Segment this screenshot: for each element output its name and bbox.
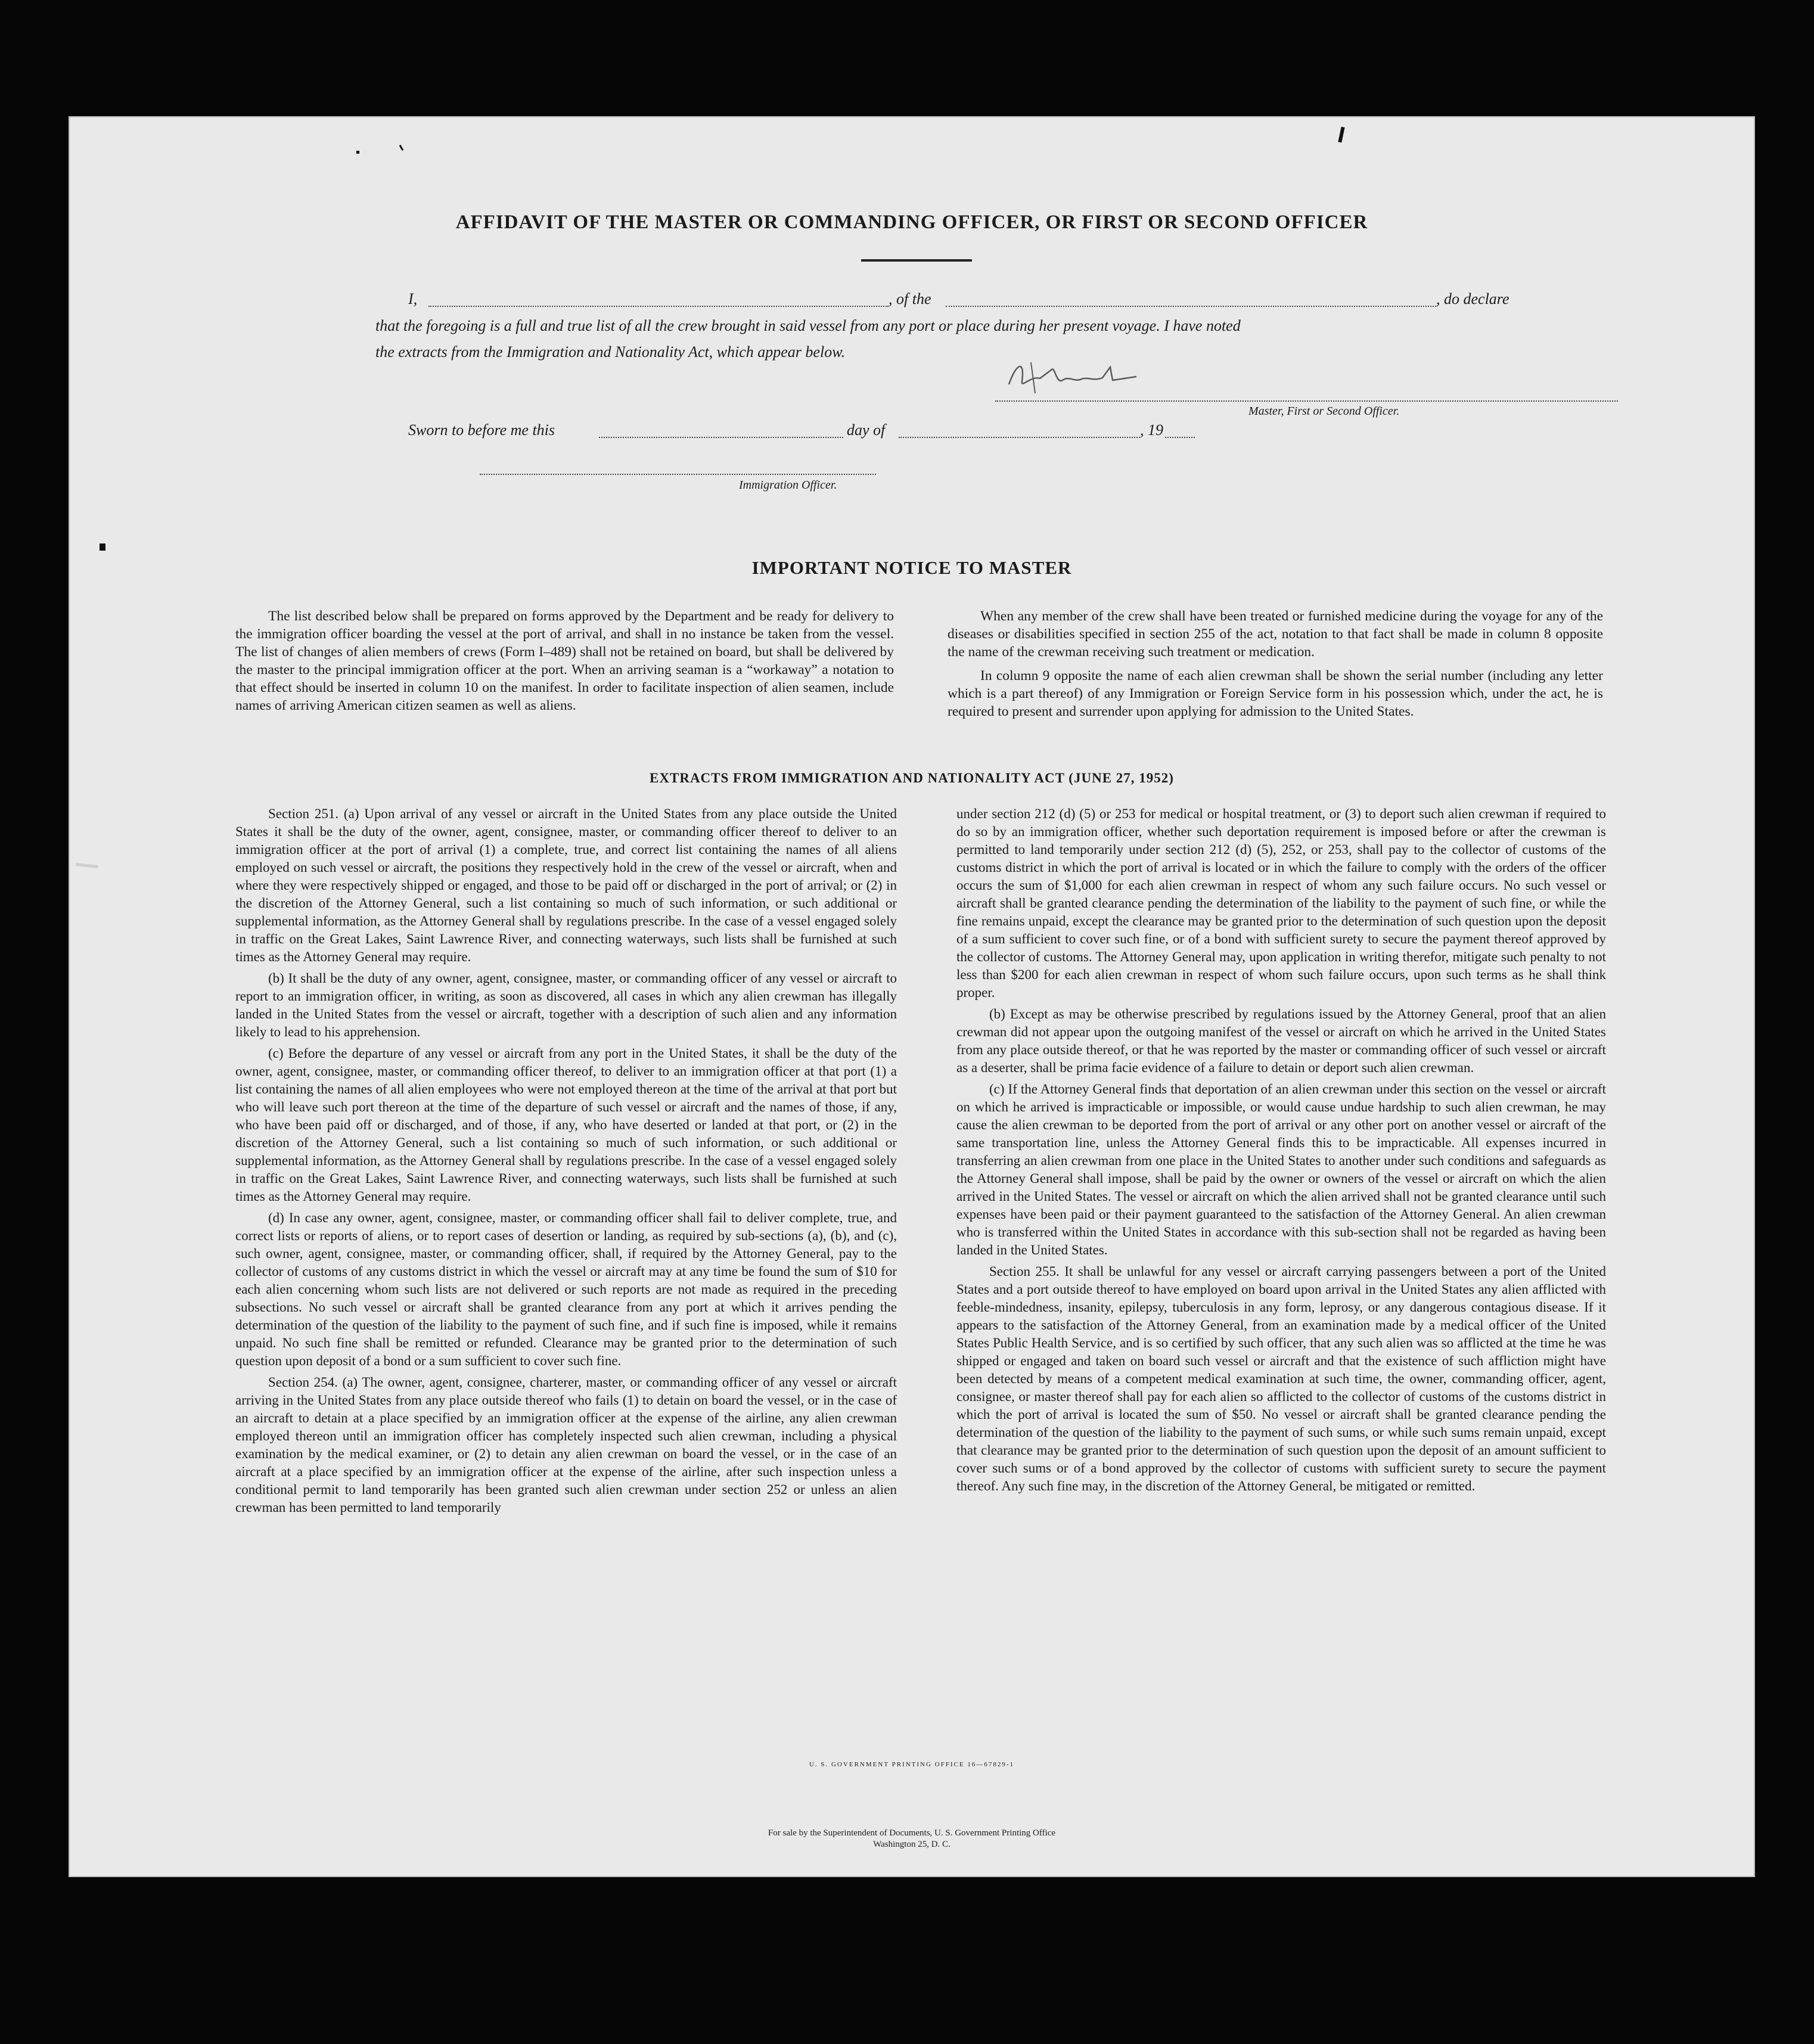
declaration-line: the extracts from the Immigration and Nationality Act, which appear below.: [375, 343, 846, 361]
act-section-paragraph: (b) Except as may be otherwise prescribed by regulations issued by the Attorney General, proof that an alien crewman did not appear upon the outgoing manifest of the vessel or aircraft on which he arrived in the United States from any place outside thereof, or that he was reported by the master or commanding officer of such vessel or aircraft as a deserter, shall be prima facie evidence of a failure to detain or deport such alien crewman.: [956, 1007, 1606, 1075]
printer-imprint: U. S. GOVERNMENT PRINTING OFFICE 16—67829-1: [809, 1761, 1014, 1768]
sale-notice: [69, 1828, 1755, 1850]
act-section-paragraph: Section 255. It shall be unlawful for any vessel or aircraft carrying passengers between a port of the United States and a port outside thereof to have employed on board upon arrival in the United States any alien afflicted with feeble-mindedness, insanity, epilepsy, tuberculosis in any form, leprosy, or any dangerous contagious disease. If it appears to the satisfaction of the Attorney General, from an examination made by a medical officer of the United States Public Health Service, and is so certified by such officer, that any such alien was so afflicted at the time he was shipped or engaged and taken on board such vessel or aircraft and that the existence of such affliction might have been detected by means of a competent medical examination at such time, the owner, commanding officer, agent, consignee, or master thereof shall pay for each alien so afflicted to the collector of customs of the customs district in which the port of arrival is located the sum of $50. No vessel or aircraft shall be granted clearance pending the determination of the question of the liability to the payment of such sums, or while such sums remain unpaid, except that clearance may be granted prior to the determination of such question upon the deposit of an amount sufficient to cover such sums or of a bond approved by the collector of customs with sufficient surety to secure the payment thereof. Any such fine may, in the discretion of the Attorney General, be mitigated or remitted.: [956, 1264, 1606, 1493]
scan-mark: [356, 151, 359, 154]
act-section-paragraph: under section 212 (d) (5) or 253 for medical or hospital treatment, or (3) to deport such alien crewman if required to do so by an immigration officer, whether such deportation requirement is imposed before or after the crewman is permitted to land temporarily under section 212 (d) (5), 252, or 253, shall pay to the collector of customs of the customs district in which the port of arrival is located or in which the failure to comply with the orders of the officer occurs the sum of $1,000 for each alien crewman in respect of whom any such failure occurs. No such vessel or aircraft shall be granted clearance pending the determination of the liability to the payment of such fine, or while the fine remains unpaid, except the clearance may be granted prior to the determination of such question upon the deposit of a sum sufficient to cover such fine, or of a bond with sufficient surety to secure the payment thereof approved by the collector of customs. The Attorney General may, upon application in writing therefor, mitigate such penalty to not less than $200 for each alien crewman in respect of whom such failure occurs, upon such terms as he shall think proper.: [956, 806, 1606, 1000]
sale-notice-line: Washington 25, D. C.: [873, 1840, 951, 1849]
title-rule: [861, 259, 972, 262]
scan-mark: [1338, 127, 1344, 143]
day-of-label: day of: [847, 421, 886, 439]
extracts-right-column: [956, 805, 1606, 1495]
notice-title: IMPORTANT NOTICE TO MASTER: [751, 557, 1072, 578]
declarant-label: I,: [408, 290, 418, 307]
act-section-paragraph: Section 251. (a) Upon arrival of any vessel or aircraft in the United States from any place outside the United States it shall be the duty of the owner, agent, consignee, master, or commanding officer thereof to deliver to an immigration officer at the port of arrival (1) a complete, true, and correct list containing the names of all aliens employed on such vessel or aircraft, the positions they respectively hold in the crew of the vessel or aircraft, when and where they were respectively shipped or engaged, and those to be paid off or discharged in the port of arrival; or (2) in the discretion of the Attorney General, such a list containing so much of such information, or such additional or supplemental information, as the Attorney General shall by regulations prescribe. In the case of a vessel engaged solely in traffic on the Great Lakes, Saint Lawrence River, and connecting waterways, such lists shall be furnished at such times as the Attorney General may require.: [235, 806, 897, 964]
notice-right-column: [948, 607, 1603, 720]
act-section-paragraph: (c) Before the departure of any vessel or aircraft from any port in the United States, it shall be the duty of the owner, agent, consignee, master, or commanding officer thereof, to deliver to an immigration officer at that port (1) a list containing the names of all alien employees who were not employed thereon at the time of the arrival at that port but who will leave such port thereon at the time of the departure of such vessel or aircraft and the names of those, if any, who have been paid off or discharged, and of those, if any, who have deserted or landed at that port, or (2) in the discretion of the Attorney General, such a list containing so much of such information, or such additional or supplemental information, as the Attorney General shall by regulations prescribe. In the case of a vessel engaged solely in traffic on the Great Lakes, Saint Lawrence River, and connecting waterways, such lists shall be furnished at such times as the Attorney General may require.: [235, 1046, 897, 1204]
form-sheet: [69, 116, 1755, 1877]
sworn-month-field[interactable]: [899, 437, 1140, 438]
notice-paragraph: The list described below shall be prepared on forms approved by the Department and be ready for delivery to the immigration officer boarding the vessel at the port of arrival, and shall in no instance be taken from the vessel. The list of changes of alien members of crews (Form I–489) shall not be retained on board, but shall be delivered by the master to the principal immigration officer at the port. When an arriving seaman is a “workaway” a notation to that effect should be inserted in column 10 on the manifest. In order to facilitate inspection of alien seamen, include names of arriving American citizen seamen as well as aliens.: [235, 608, 894, 713]
master-signature: [1004, 352, 1141, 399]
notice-left-column: [235, 607, 894, 715]
declarant-name-field[interactable]: [428, 306, 889, 307]
sworn-label: Sworn to before me this: [408, 421, 555, 439]
immigration-officer-signature-line[interactable]: [480, 474, 876, 475]
affidavit-title: AFFIDAVIT OF THE MASTER OR COMMANDING OFFICER, OR FIRST OR SECOND OFFICER: [455, 212, 1368, 233]
scan-mark: [399, 145, 404, 151]
vessel-label: , of the: [889, 290, 931, 307]
sale-notice-line: For sale by the Superintendent of Documents, U. S. Government Printing Office: [768, 1828, 1056, 1838]
do-declare-label: , do declare: [1436, 290, 1509, 307]
act-section-paragraph: (c) If the Attorney General finds that deportation of an alien crewman under this section on the vessel or aircraft on which he arrived is impracticable or impossible, or would cause undue hardship to such alien crewman, he may cause the alien crewman to be deported from the port of arrival or any other port on another vessel or aircraft of the same transportation line, unless the Attorney General finds this to be impracticable. All expenses incurred in transferring an alien crewman from one place in the United States to another under such conditions and safeguards as the Attorney General shall impose, shall be paid by the owner or owners of the vessel or aircraft on which the alien arrived in the United States. The vessel or aircraft on which the alien arrived shall not be granted clearance until such expenses have been paid or their payment guaranteed to the satisfaction of the Attorney General. An alien crewman who is transferred within the United States in accordance with this sub-section shall not be regarded as having been landed in the United States.: [956, 1082, 1606, 1257]
sworn-year-field[interactable]: [1165, 437, 1195, 438]
sworn-day-field[interactable]: [599, 437, 843, 438]
notice-paragraph: When any member of the crew shall have been treated or furnished medicine during the voyage for any of the diseases or disabilities specified in section 255 of the act, notation to that fact shall be made in column 8 opposite the name of the crewman receiving such treatment or medication.: [948, 608, 1603, 660]
scan-mark: [100, 543, 105, 551]
vessel-name-field[interactable]: [946, 306, 1436, 307]
extracts-left-column: [235, 805, 897, 1517]
act-section-paragraph: (b) It shall be the duty of any owner, agent, consignee, master, or commanding officer of any vessel or aircraft to report to an immigration officer, in writing, as soon as discovered, all cases in which any alien crewman has illegally landed in the United States from the vessel or aircraft, together with a description of such alien and any information likely to lead to his apprehension.: [235, 971, 897, 1039]
notice-paragraph: In column 9 opposite the name of each alien crewman shall be shown the serial number (including any letter which is a part thereof) of any Immigration or Foreign Service form in his possession which, under the act, he is required to present and surrender upon applying for admission to the United States.: [948, 668, 1603, 719]
master-signature-line[interactable]: [995, 400, 1618, 402]
act-section-paragraph: (d) In case any owner, agent, consignee, master, or commanding officer shall fail to deliver complete, true, and correct lists or reports of aliens, or to report cases of desertion or landing, as required by sub-sections (a), (b), and (c), such owner, agent, consignee, master, or commanding officer, shall, if required by the Attorney General, pay to the collector of customs of any customs district in which the vessel or aircraft may at any time be found the sum of $10 for each alien concerning whom such lists are not delivered or such reports are not made as required in the preceding subsections. No such vessel or aircraft shall be granted clearance from any port at which it arrives pending the determination of the question of the liability to the payment of such fine, and if such fine is imposed, while it remains unpaid. No such fine shall be remitted or refunded. Clearance may be granted prior to the determination of such question upon deposit of a bond or a sum sufficient to cover such fine.: [235, 1210, 897, 1368]
immigration-officer-caption: Immigration Officer.: [739, 479, 837, 492]
year-label: , 19: [1140, 421, 1163, 439]
extracts-title: EXTRACTS FROM IMMIGRATION AND NATIONALITY ACT (JUNE 27, 1952): [650, 771, 1174, 785]
declaration-line: that the foregoing is a full and true list of all the crew brought in said vessel from any port or place during her present voyage. I have noted: [375, 317, 1241, 334]
master-caption: Master, First or Second Officer.: [1248, 405, 1400, 418]
act-section-paragraph: Section 254. (a) The owner, agent, consignee, charterer, master, or commanding officer of any vessel or aircraft arriving in the United States from any place outside thereof who fails (1) to detain on board the vessel, or in the case of an aircraft to detain at a place specified by an immigration officer at the expense of the airline, any alien crewman employed thereon until an immigration officer has completely inspected such alien crewman, including a physical examination by the medical examiner, or (2) to detain any alien crewman on board the vessel, or in the case of an aircraft at a place specified by an immigration officer at the expense of the airline, after such inspection unless a conditional permit to land temporarily has been granted such alien crewman under section 252 or unless an alien crewman has been permitted to land temporarily: [235, 1375, 897, 1515]
